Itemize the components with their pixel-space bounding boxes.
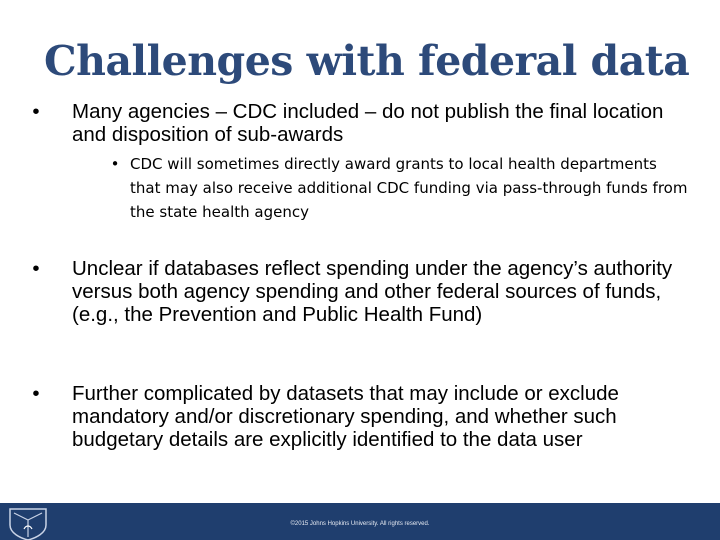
bullet-marker: •	[32, 257, 40, 280]
sub-bullet-marker: •	[110, 155, 120, 173]
footer-bar	[0, 503, 720, 540]
footer-copyright: ©2015 Johns Hopkins University. All rights reserved.	[290, 521, 430, 527]
bullet-marker: •	[32, 382, 40, 405]
bullet-text: Unclear if databases reflect spending under the agency’s authority versus both agency spending and other federal sources of funds, (e.g., the Prevention and Public Health Fund)	[72, 257, 673, 326]
sub-bullet-text: CDC will sometimes directly award grants to local health departments that may also receive additional CDC funding via pass-through funds from the state health agency	[130, 155, 688, 221]
bullet-text: Many agencies – CDC included – do not publish the final location and disposition of sub-awards	[72, 100, 664, 146]
bullet-marker: •	[32, 100, 40, 123]
bullet-text: Further complicated by datasets that may include or exclude mandatory and/or discretionary spending, and whether such budgetary details are explicitly identified to the data user	[72, 382, 619, 451]
slide-title: Challenges with federal data	[44, 37, 690, 85]
